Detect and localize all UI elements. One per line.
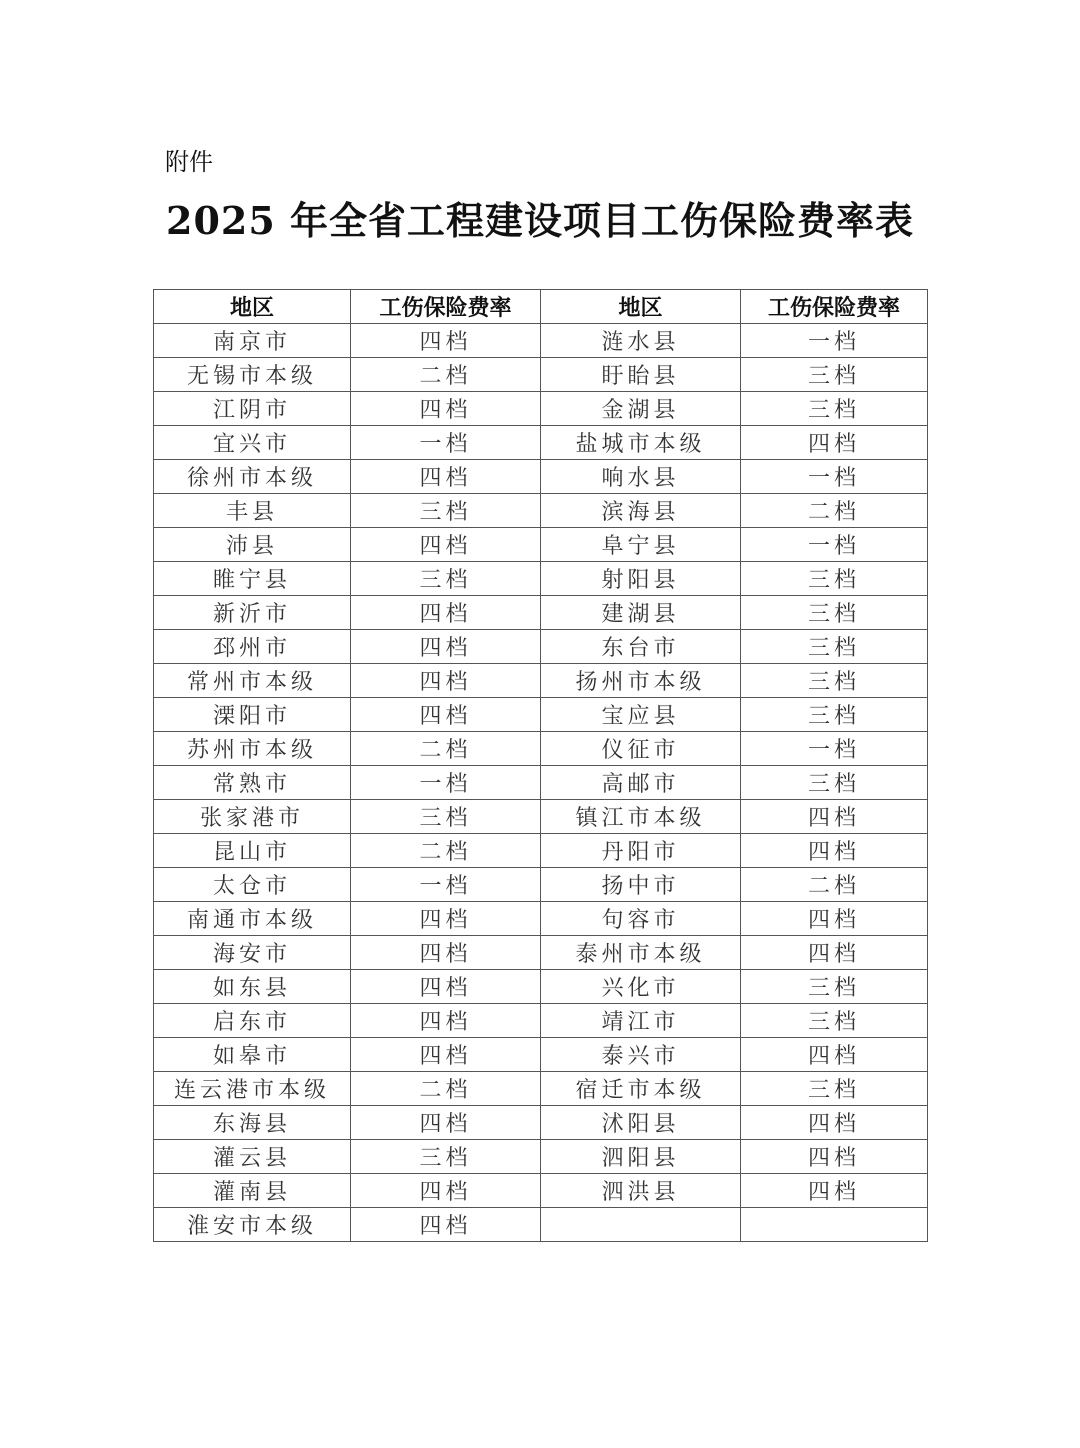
- rate-cell: 四档: [351, 324, 541, 358]
- region-cell: 扬中市: [541, 868, 741, 902]
- rate-cell: 三档: [741, 766, 928, 800]
- region-cell: 镇江市本级: [541, 800, 741, 834]
- insurance-rate-table: [153, 289, 928, 1242]
- region-cell: 徐州市本级: [154, 460, 351, 494]
- rate-cell: 一档: [741, 324, 928, 358]
- region-cell: 金湖县: [541, 392, 741, 426]
- rate-cell: 三档: [741, 392, 928, 426]
- region-cell: 宿迁市本级: [541, 1072, 741, 1106]
- region-cell: 滨海县: [541, 494, 741, 528]
- region-cell: 丹阳市: [541, 834, 741, 868]
- rate-cell: 四档: [351, 698, 541, 732]
- table-row: [154, 766, 928, 800]
- region-cell: 东台市: [541, 630, 741, 664]
- table-row: [154, 800, 928, 834]
- rate-cell: 二档: [351, 834, 541, 868]
- table-row: [154, 732, 928, 766]
- rate-cell: 四档: [351, 630, 541, 664]
- rate-cell: 三档: [741, 1072, 928, 1106]
- table-row: [154, 324, 928, 358]
- region-cell: 宜兴市: [154, 426, 351, 460]
- table-row: [154, 970, 928, 1004]
- table-row: [154, 426, 928, 460]
- rate-cell: 四档: [351, 970, 541, 1004]
- region-cell: 太仓市: [154, 868, 351, 902]
- rate-cell: 三档: [741, 562, 928, 596]
- region-cell: 盱眙县: [541, 358, 741, 392]
- rate-cell: 三档: [351, 800, 541, 834]
- table-row: [154, 1038, 928, 1072]
- rate-cell: 三档: [351, 494, 541, 528]
- rate-cell: 三档: [351, 1140, 541, 1174]
- rate-cell: 四档: [741, 426, 928, 460]
- table-row: [154, 834, 928, 868]
- rate-cell: 四档: [741, 902, 928, 936]
- region-cell: 泰州市本级: [541, 936, 741, 970]
- region-cell: 高邮市: [541, 766, 741, 800]
- region-cell: 响水县: [541, 460, 741, 494]
- rate-cell: 四档: [741, 1106, 928, 1140]
- region-cell: 连云港市本级: [154, 1072, 351, 1106]
- table-row: [154, 1140, 928, 1174]
- region-cell: 苏州市本级: [154, 732, 351, 766]
- region-cell: 睢宁县: [154, 562, 351, 596]
- column-header-rate: 工伤保险费率: [351, 290, 541, 324]
- rate-cell: 四档: [351, 1106, 541, 1140]
- region-cell: 南京市: [154, 324, 351, 358]
- rate-cell: 四档: [351, 596, 541, 630]
- rate-cell: 三档: [741, 664, 928, 698]
- rate-cell: 四档: [351, 664, 541, 698]
- rate-cell: 四档: [741, 1174, 928, 1208]
- region-cell: 沛县: [154, 528, 351, 562]
- rate-cell: 四档: [741, 1038, 928, 1072]
- rate-cell: 二档: [351, 732, 541, 766]
- region-cell: 阜宁县: [541, 528, 741, 562]
- region-cell: 东海县: [154, 1106, 351, 1140]
- column-header-region: 地区: [154, 290, 351, 324]
- rate-cell: 三档: [741, 698, 928, 732]
- rate-cell: 三档: [741, 970, 928, 1004]
- table-row: [154, 1004, 928, 1038]
- table-row: [154, 528, 928, 562]
- table-row: [154, 1208, 928, 1242]
- rate-cell: 三档: [351, 562, 541, 596]
- region-cell: [541, 1208, 741, 1242]
- table-row: [154, 1106, 928, 1140]
- table-row: [154, 562, 928, 596]
- rate-cell: 二档: [351, 1072, 541, 1106]
- region-cell: 泗阳县: [541, 1140, 741, 1174]
- table-row: [154, 936, 928, 970]
- region-cell: 涟水县: [541, 324, 741, 358]
- region-cell: 沭阳县: [541, 1106, 741, 1140]
- rate-cell: 一档: [351, 426, 541, 460]
- table-row: [154, 460, 928, 494]
- region-cell: 无锡市本级: [154, 358, 351, 392]
- region-cell: 建湖县: [541, 596, 741, 630]
- rate-cell: 一档: [741, 732, 928, 766]
- region-cell: 灌云县: [154, 1140, 351, 1174]
- rate-cell: 一档: [351, 868, 541, 902]
- rate-cell: 三档: [741, 358, 928, 392]
- rate-cell: 四档: [351, 902, 541, 936]
- rate-cell: 一档: [741, 528, 928, 562]
- rate-cell: 一档: [741, 460, 928, 494]
- region-cell: 昆山市: [154, 834, 351, 868]
- table-row: [154, 1174, 928, 1208]
- region-cell: 兴化市: [541, 970, 741, 1004]
- column-header-rate: 工伤保险费率: [741, 290, 928, 324]
- rate-cell: 三档: [741, 596, 928, 630]
- region-cell: 扬州市本级: [541, 664, 741, 698]
- region-cell: 如皋市: [154, 1038, 351, 1072]
- region-cell: 海安市: [154, 936, 351, 970]
- rate-cell: 四档: [351, 936, 541, 970]
- region-cell: 常州市本级: [154, 664, 351, 698]
- attachment-label: 附件: [165, 148, 213, 176]
- rate-cell: 四档: [351, 1038, 541, 1072]
- region-cell: 江阴市: [154, 392, 351, 426]
- rate-cell: 四档: [351, 1208, 541, 1242]
- table-row: [154, 698, 928, 732]
- rate-cell: 三档: [741, 1004, 928, 1038]
- rate-cell: 一档: [351, 766, 541, 800]
- region-cell: 淮安市本级: [154, 1208, 351, 1242]
- rate-cell: 四档: [351, 1174, 541, 1208]
- region-cell: 邳州市: [154, 630, 351, 664]
- rate-cell: 四档: [741, 1140, 928, 1174]
- rate-cell: 二档: [741, 868, 928, 902]
- region-cell: 溧阳市: [154, 698, 351, 732]
- rate-cell: 三档: [741, 630, 928, 664]
- region-cell: 启东市: [154, 1004, 351, 1038]
- rate-cell: 四档: [351, 460, 541, 494]
- rate-cell: [741, 1208, 928, 1242]
- region-cell: 句容市: [541, 902, 741, 936]
- region-cell: 新沂市: [154, 596, 351, 630]
- region-cell: 盐城市本级: [541, 426, 741, 460]
- table-row: [154, 630, 928, 664]
- table-row: [154, 358, 928, 392]
- rate-cell: 二档: [351, 358, 541, 392]
- rate-cell: 四档: [741, 800, 928, 834]
- region-cell: 灌南县: [154, 1174, 351, 1208]
- region-cell: 泗洪县: [541, 1174, 741, 1208]
- table-row: [154, 664, 928, 698]
- region-cell: 泰兴市: [541, 1038, 741, 1072]
- table-header-row: [154, 290, 928, 324]
- region-cell: 仪征市: [541, 732, 741, 766]
- rate-cell: 四档: [741, 936, 928, 970]
- region-cell: 靖江市: [541, 1004, 741, 1038]
- rate-cell: 二档: [741, 494, 928, 528]
- region-cell: 张家港市: [154, 800, 351, 834]
- rate-cell: 四档: [351, 392, 541, 426]
- table-row: [154, 1072, 928, 1106]
- region-cell: 射阳县: [541, 562, 741, 596]
- rate-cell: 四档: [351, 528, 541, 562]
- region-cell: 如东县: [154, 970, 351, 1004]
- table-row: [154, 596, 928, 630]
- table-row: [154, 392, 928, 426]
- table-row: [154, 868, 928, 902]
- region-cell: 宝应县: [541, 698, 741, 732]
- table-row: [154, 902, 928, 936]
- table-row: [154, 494, 928, 528]
- rate-cell: 四档: [351, 1004, 541, 1038]
- table-body: [154, 324, 928, 1242]
- document-title: 2025 年全省工程建设项目工伤保险费率表: [166, 198, 914, 243]
- column-header-region: 地区: [541, 290, 741, 324]
- region-cell: 常熟市: [154, 766, 351, 800]
- rate-cell: 四档: [741, 834, 928, 868]
- region-cell: 丰县: [154, 494, 351, 528]
- region-cell: 南通市本级: [154, 902, 351, 936]
